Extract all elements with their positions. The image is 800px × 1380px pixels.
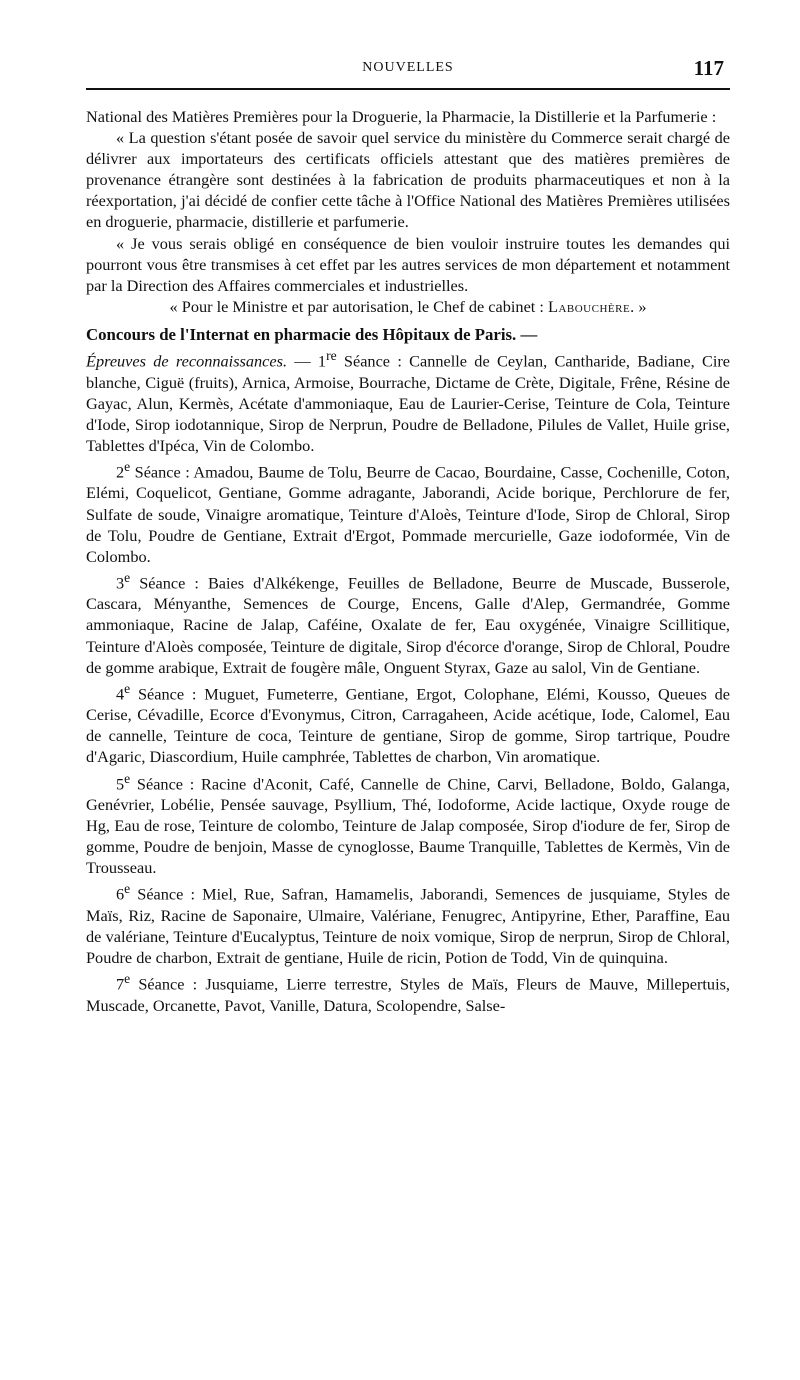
seance-3 xyxy=(86,567,730,678)
seance-5 xyxy=(86,768,730,879)
seance-number: 3 xyxy=(116,573,125,593)
seance-number: 4 xyxy=(116,684,125,704)
page-header xyxy=(86,56,730,90)
epreuves-label: Épreuves de reconnaissances. xyxy=(86,351,288,371)
seance-number: 2 xyxy=(116,462,125,482)
seance-ordinal: e xyxy=(124,569,131,585)
body-text xyxy=(86,106,730,1016)
seance-6 xyxy=(86,878,730,968)
seance-text: Séance : Jusquiame, Lierre terrestre, Styles de Maïs, Fleurs de Mauve, Millepertuis, Muscade, Orcanette, Pavot, Vanille, Datura, Scolopendre, Salse- xyxy=(86,974,730,1015)
signature-suffix: . » xyxy=(630,296,647,316)
seance-ordinal: e xyxy=(124,770,131,786)
running-head: NOUVELLES xyxy=(362,60,454,75)
seance-2 xyxy=(86,456,730,567)
seance-number: 6 xyxy=(116,884,125,904)
seance-ordinal: e xyxy=(124,971,131,987)
seance-number: 7 xyxy=(116,974,125,994)
seance-text: Séance : Miel, Rue, Safran, Hamamelis, Jaborandi, Semences de jusquiame, Styles de Maïs, Riz, Racine de Saponaire, Ulmaire, Valériane, Fenugrec, Antipyrine, Ether, Paraffine, Eau de valériane, Teinture d'Eucalyptus, Teinture de noix vomique, Sirop de nerprun, Sirop de Chloral, Poudre de charbon, Extrait de gentiane, Huile de ricin, Potion de Todd, Vin de quinquina. xyxy=(86,884,730,968)
seance-1: Épreuves de reconnaissances. — 1re Séance : Cannelle de Ceylan, Cantharide, Badiane, Cire blanche, Ciguë (fruits), Arnica, Armoise, Bourrache, Dictame de Crète, Digitale, Frêne, Résine de Gayac, Alun, Kermès, Acétate d'ammoniaque, Eau de Laurier-Cerise, Teinture de Cola, Teinture d'Iode, Sirop iodotannique, Sirop de Nerprun, Poudre de Belladone, Pilules de Vallet, Huile grise, Tablettes d'Ipéca, Vin de Colombo. xyxy=(86,348,731,455)
header-rule xyxy=(86,88,730,90)
seance-text: Séance : Muguet, Fumeterre, Gentiane, Ergot, Colophane, Elémi, Kousso, Queues de Cerise, Cévadille, Ecorce d'Evonymus, Citron, Carragaheen, Acide acétique, Iode, Calomel, Eau de cannelle, Teinture de coca, Teinture de gentiane, Sirop de gomme, Sirop tartrique, Poudre d'Agaric, Diascordium, Huile camphrée, Tablettes de charbon, Vin aromatique. xyxy=(86,684,730,767)
letter-paragraph-2: « Je vous serais obligé en conséquence de bien vouloir instruire toutes les demandes qui pourront vous être transmises à cet effet par les autres services de mon département et notamment par la Direction des Affaires commerciales et industrielles. xyxy=(86,233,730,295)
seance-number: 5 xyxy=(116,773,125,793)
letter-paragraph-1: « La question s'étant posée de savoir quel service du ministère du Commerce serait chargé de délivrer aux importateurs des certificats officiels attestant que des matières premières de provenance étrangère sont destinées à la fabrication de produits pharmaceutiques et non à la réexportation, j'ai décidé de confier cette tâche à l'Office National des Matières Premières utilisées en droguerie, pharmacie, distillerie et parfumerie. xyxy=(86,128,730,232)
section-title: Concours de l'Internat en pharmacie des Hôpitaux de Paris. — xyxy=(86,324,538,344)
seance-7 xyxy=(86,968,730,1016)
seance-text: Séance : Cannelle de Ceylan, Cantharide, Badiane, Cire blanche, Ciguë (fruits), Arnica, Armoise, Bourrache, Dictame de Crète, Digitale, Frêne, Résine de Gayac, Alun, Kermès, Acétate d'ammoniaque, Eau de Laurier-Cerise, Teinture de Cola, Teinture d'Iode, Sirop iodotannique, Sirop de Nerprun, Poudre de Belladone, Pilules de Vallet, Huile grise, Tablettes d'Ipéca, Vin de Colombo. xyxy=(86,351,731,455)
signature-name: Labouchère xyxy=(548,296,631,316)
seance-text: Séance : Amadou, Baume de Tolu, Beurre de Cacao, Bourdaine, Casse, Cochenille, Coton, Elémi, Coquelicot, Gentiane, Gomme adragante, Jaborandi, Acide borique, Perchlorure de fer, Sulfate de soude, Vinaigre aromatique, Teinture d'Aloès, Teinture d'Iode, Sirop de Chloral, Sirop de Tolu, Poudre de Gentiane, Extrait d'Ergot, Pommade mercurielle, Gaze iodoformée, Vin de Colombo. xyxy=(86,462,730,566)
seance-text: Séance : Baies d'Alkékenge, Feuilles de Belladone, Beurre de Muscade, Busserole, Cascara, Ményanthe, Semences de Courge, Encens, Galle d'Alep, Germandrée, Gomme ammoniaque, Racine de Jalap, Caféine, Oxalate de fer, Eau oxygénée, Vinaigre Scillitique, Teinture d'Aloès composée, Teinture de digitale, Sirop d'écorce d'orange, Sirop de Chloral, Poudre de gomme arabique, Extrait de fougère mâle, Onguent Styrax, Gaze au salol, Vin de Gentiane. xyxy=(86,573,730,677)
seance-number: 1 xyxy=(317,351,327,371)
seance-ordinal: e xyxy=(124,680,131,696)
letter-signature xyxy=(86,296,730,317)
seance-ordinal: re xyxy=(326,348,337,364)
signature-prefix: « Pour le Ministre et par autorisation, le Chef de cabinet : xyxy=(169,296,544,316)
seance-ordinal: e xyxy=(124,458,131,474)
seance-text: Séance : Racine d'Aconit, Café, Cannelle de Chine, Carvi, Belladone, Boldo, Galanga, Genévrier, Lobélie, Pensée sauvage, Psyllium, Thé, Iodoforme, Acide lactique, Oxyde rouge de Hg, Eau de rose, Teinture de colombo, Teinture de Jalap composée, Sirop d'iodure de fer, Sirop de gomme, Poudre de benjoin, Masse de cynoglosse, Baume Tranquille, Tablettes de Kermès, Vin de Trousseau. xyxy=(86,773,730,878)
page-number: 117 xyxy=(693,56,724,80)
letter-opening: National des Matières Premières pour la Droguerie, la Pharmacie, la Distillerie et la Parfumerie : xyxy=(86,107,717,126)
seance-ordinal: e xyxy=(124,881,131,897)
seance-4 xyxy=(86,678,730,768)
